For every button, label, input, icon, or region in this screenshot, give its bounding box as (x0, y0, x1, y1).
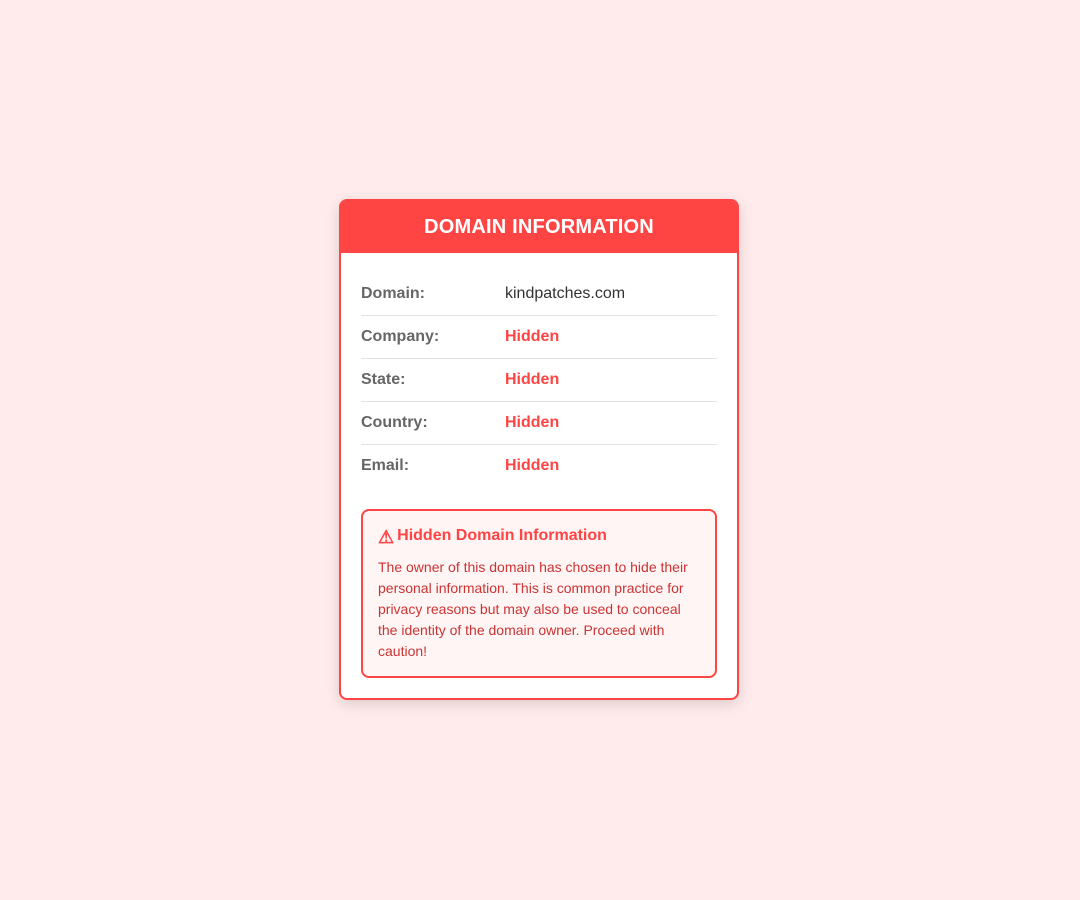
state-value: Hidden (505, 371, 560, 388)
card-title: DOMAIN INFORMATION (341, 201, 737, 253)
email-value: Hidden (505, 457, 560, 474)
country-label: Country: (361, 414, 428, 431)
info-table (361, 273, 717, 487)
domain-label: Domain: (361, 285, 425, 302)
info-row-email (361, 445, 717, 487)
info-row-state (361, 359, 717, 402)
company-label: Company: (361, 328, 440, 345)
warning-heading (378, 527, 700, 545)
domain-value: kindpatches.com (505, 285, 626, 302)
info-row-country (361, 402, 717, 445)
info-row-domain (361, 273, 717, 316)
domain-info-card (339, 199, 739, 700)
card-body (341, 253, 737, 698)
email-label: Email: (361, 457, 410, 474)
company-value: Hidden (505, 328, 560, 345)
country-value: Hidden (505, 414, 560, 431)
warning-title: Hidden Domain Information (397, 527, 607, 544)
warning-box (361, 509, 717, 678)
warning-icon: ⚠ (378, 527, 395, 547)
warning-text: The owner of this domain has chosen to hide their personal information. This is common practice for privacy reasons but may also be used to conceal the identity of the domain owner. Proceed with caution! (378, 559, 688, 659)
state-label: State: (361, 371, 406, 388)
info-row-company (361, 316, 717, 359)
